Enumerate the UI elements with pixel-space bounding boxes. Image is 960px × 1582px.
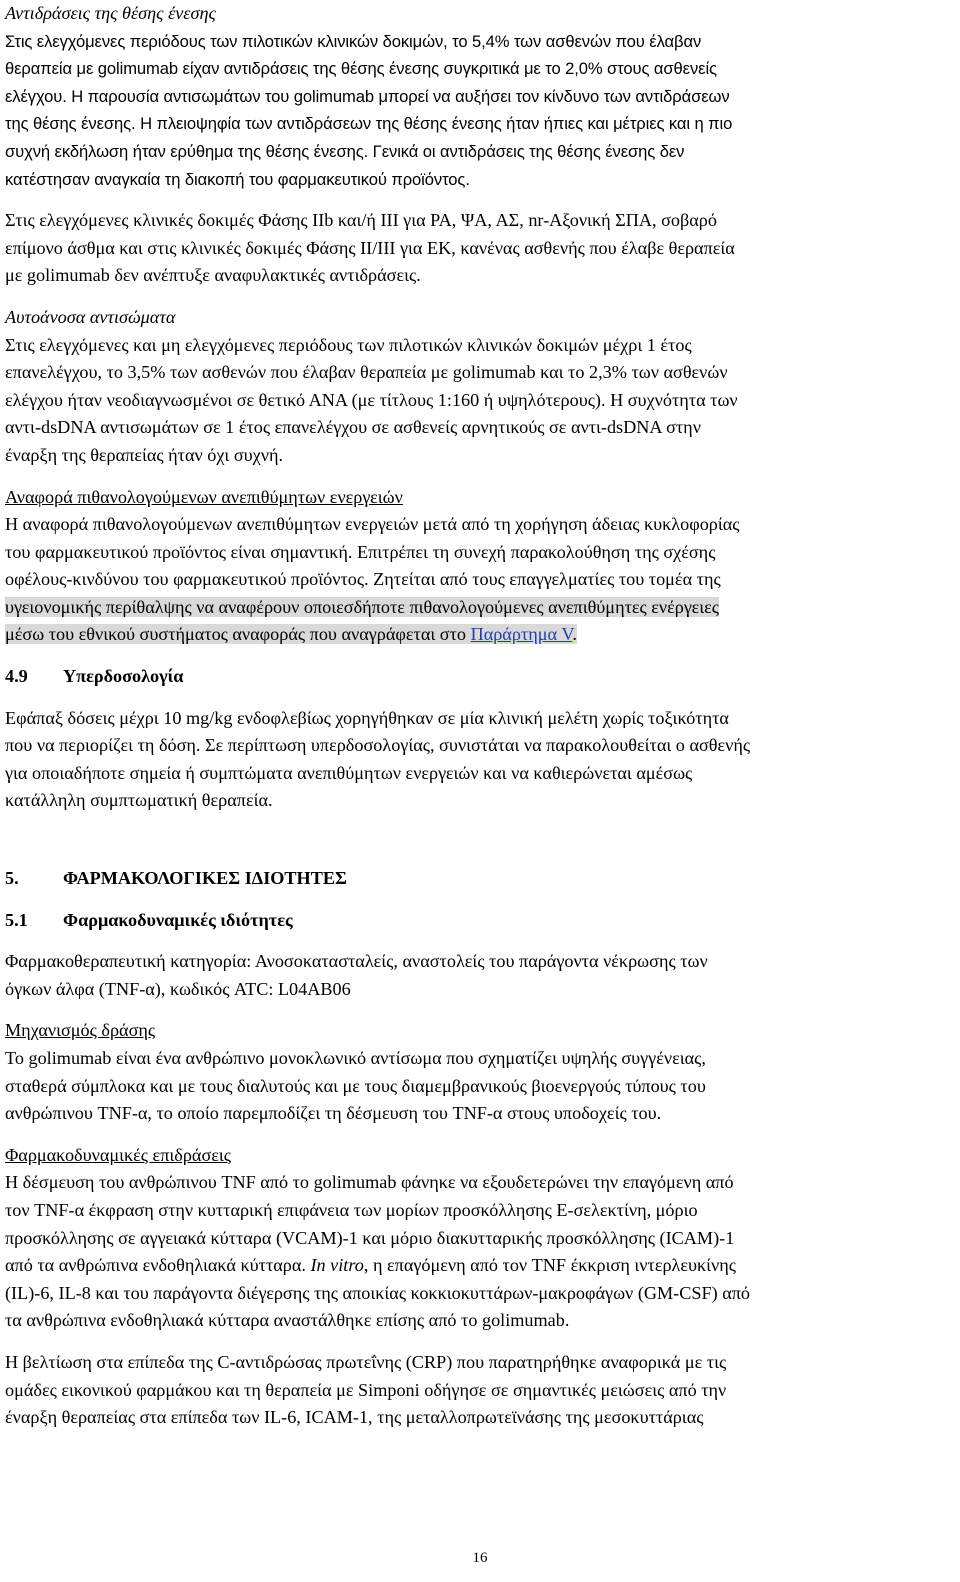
in-vitro-text: In vitro xyxy=(310,1255,364,1276)
overdose-heading xyxy=(5,663,955,691)
sentence-end: . xyxy=(572,624,577,645)
section-number: 5. xyxy=(5,868,19,889)
reporting-title: Αναφορά πιθανολογούμενων ανεπιθύμητων ενεργειών xyxy=(5,486,403,507)
text-line: τον TNF-α έκφραση στην κυτταρική επιφάνεια των μορίων προσκόλλησης Ε-σελεκτίνη, μόριο xyxy=(5,1199,698,1220)
text-line: ελέγχου. Η παρουσία αντισωμάτων του golimumab μπορεί να αυξήσει τον κίνδυνο των αντιδράσεων xyxy=(5,86,730,106)
text-line: για οποιαδήποτε σημεία ή συμπτώματα ανεπιθύμητων ενεργειών και να καθιερώνεται αμέσως xyxy=(5,762,693,783)
text-part: , η επαγόμενη από τον TNF έκκριση ιντερλευκίνης xyxy=(363,1255,736,1276)
section-title: Φαρμακοδυναμικές ιδιότητες xyxy=(63,909,293,930)
section-number: 4.9 xyxy=(5,666,28,687)
text-line: Η δέσμευση του ανθρώπινου TNF από το golimumab φάνηκε να εξουδετερώνει την επαγόμενη από xyxy=(5,1172,734,1193)
text-line: συχνή εκδήλωση ήταν ερύθημα της θέσης ένεσης. Γενικά οι αντιδράσεις της θέσης ένεσης δεν xyxy=(5,141,685,161)
text-line: κατάλληλη συμπτωματική θεραπεία. xyxy=(5,790,273,811)
text-line: Στις ελεγχόμενες περιόδους των πιλοτικών κλινικών δοκιμών, το 5,4% των ασθενών που έλαβαν xyxy=(5,31,702,51)
injection-site-title: Αντιδράσεις της θέσης ένεσης xyxy=(5,3,216,23)
pd-effects-paragraph xyxy=(5,1169,955,1335)
text-line: της θέσης ένεσης. Η πλειοψηφία των αντιδράσεων της θέσης ένεσης ήταν ήπιες και μέτριες και η πιο xyxy=(5,114,733,134)
section-number: 5.1 xyxy=(5,909,28,930)
document-page xyxy=(5,0,955,1432)
pd-effects-title: Φαρμακοδυναμικές επιδράσεις xyxy=(5,1144,231,1165)
text-line: Η βελτίωση στα επίπεδα της C-αντιδρώσας πρωτεΐνης (CRP) που παρατηρήθηκε αναφορικά με τις xyxy=(5,1351,727,1372)
mechanism-title: Μηχανισμός δράσης xyxy=(5,1020,156,1041)
text-line: με golimumab δεν ανέπτυξε αναφυλακτικές αντιδράσεις. xyxy=(5,265,421,286)
text-line: που να περιορίζει τη δόση. Σε περίπτωση υπερδοσολογίας, συνιστάται να παρακολουθείται ο ασθενής xyxy=(5,735,751,756)
highlighted-text: υγειονομικής περίθαλψης να αναφέρουν οποιεσδήποτε πιθανολογούμενες ανεπιθύμητες ενέργειες xyxy=(5,596,719,617)
pharmacotherapeutic-category xyxy=(5,948,955,1003)
injection-site-paragraph xyxy=(5,28,955,194)
text-line: ανθρώπινου TNF-α, το οποίο παρεμποδίζει τη δέσμευση του TNF-α στους υποδοχείς του. xyxy=(5,1103,662,1124)
autoantibodies-paragraph xyxy=(5,332,955,470)
anaphylaxis-paragraph xyxy=(5,207,955,290)
section-title: Υπερδοσολογία xyxy=(63,666,184,687)
text-line: (IL)-6, IL-8 και του παράγοντα διέγερσης της αποικίας κοκκιοκυττάρων-μακροφάγων (GM-CSF) από xyxy=(5,1282,751,1303)
text-line: αντι-dsDNA αντισωμάτων σε 1 έτος επανελέγχου σε ασθενείς αρνητικούς σε αντι-dsDNA στην xyxy=(5,417,701,438)
autoantibodies-title: Αυτοάνοσα αντισώματα xyxy=(5,306,176,327)
page-number: 16 xyxy=(472,1550,488,1566)
text-line xyxy=(5,594,955,622)
text-line: επανελέγχου, το 3,5% των ασθενών που έλαβαν θεραπεία με golimumab και το 2,3% των ασθενών xyxy=(5,362,728,383)
highlighted-text-part: μέσω του εθνικού συστήματος αναφοράς που αναγράφεται στο xyxy=(5,624,467,645)
section5-heading xyxy=(5,865,955,893)
text-line: Στις ελεγχόμενες και μη ελεγχόμενες περιόδους των πιλοτικών κλινικών δοκιμών μέχρι 1 έτος xyxy=(5,334,692,355)
text-line: όγκων άλφα (TNF-α), κωδικός ATC: L04AB06 xyxy=(5,978,351,999)
text-line: Φαρμακοθεραπευτική κατηγορία: Ανοσοκατασταλείς, αναστολείς του παράγοντα νέκρωσης των xyxy=(5,951,708,972)
text-line: έναρξη θεραπείας στα επίπεδα των IL-6, ICAM-1, της μεταλλοπρωτεϊνάσης της μεσοκυττάριας xyxy=(5,1407,704,1428)
text-line: κατέστησαν αναγκαία τη διακοπή του φαρμακευτικού προϊόντος. xyxy=(5,169,470,189)
overdose-paragraph xyxy=(5,705,955,815)
annex-v-link[interactable]: Παράρτημα V xyxy=(470,624,573,645)
text-line: Εφάπαξ δόσεις μέχρι 10 mg/kg ενδοφλεβίως χορηγήθηκαν σε μία κλινική μελέτη χωρίς τοξικότητα xyxy=(5,707,729,728)
text-line: Η αναφορά πιθανολογούμενων ανεπιθύμητων ενεργειών μετά από τη χορήγηση άδειας κυκλοφορίας xyxy=(5,514,740,535)
text-line xyxy=(5,1252,955,1280)
text-line: ομάδες εικονικού φαρμάκου και τη θεραπεία με Simponi οδήγησε σε σημαντικές μειώσεις από την xyxy=(5,1379,727,1400)
crp-paragraph xyxy=(5,1349,955,1432)
text-line: θεραπεία με golimumab είχαν αντιδράσεις της θέσης ένεσης συγκριτικά με το 2,0% στους ασθενείς xyxy=(5,59,717,79)
text-line xyxy=(5,621,955,649)
text-line: επίμονο άσθμα και στις κλινικές δοκιμές Φάσης II/III για ΕΚ, κανένας ασθενής που έλαβε θεραπεία xyxy=(5,237,735,258)
reporting-paragraph xyxy=(5,511,955,649)
text-line: τα ανθρώπινα ενδοθηλιακά κύτταρα αναστάλθηκε επίσης από το golimumab. xyxy=(5,1310,570,1331)
highlighted-text xyxy=(5,624,577,644)
text-line: ελέγχου ήταν νεοδιαγνωσμένοι σε θετικό ΑΝΑ (με τίτλους 1:160 ή υψηλότερους). Η συχνότητα των xyxy=(5,389,738,410)
mechanism-paragraph xyxy=(5,1045,955,1128)
text-line: προσκόλλησης σε αγγειακά κύτταρα (VCAM)-1 και μόριο διακυτταρικής προσκόλλησης (ICAM)-1 xyxy=(5,1227,735,1248)
text-line: έναρξη της θεραπείας ήταν όχι συχνή. xyxy=(5,444,284,465)
text-part: από τα ανθρώπινα ενδοθηλιακά κύτταρα. xyxy=(5,1255,306,1276)
text-line: σταθερά σύμπλοκα και με τους διαλυτούς και με τους διαμεμβρανικούς βιοενεργούς τύπους του xyxy=(5,1075,706,1096)
section-title: ΦΑΡΜΑΚΟΛΟΓΙΚΕΣ ΙΔΙΟΤΗΤΕΣ xyxy=(63,868,347,889)
text-line: Το golimumab είναι ένα ανθρώπινο μονοκλωνικό αντίσωμα που σχηματίζει υψηλής συγγένειας, xyxy=(5,1048,706,1068)
text-line: Στις ελεγχόμενες κλινικές δοκιμές Φάσης IIb και/ή III για ΡΑ, ΨΑ, ΑΣ, nr-Αξονική ΣΠΑ, σοβαρό xyxy=(5,210,717,231)
text-line: του φαρμακευτικού προϊόντος είναι σημαντική. Επιτρέπει τη συνεχή παρακολούθηση της σχέσης xyxy=(5,541,716,562)
text-line: οφέλους-κινδύνου του φαρμακευτικού προϊόντος. Ζητείται από τους επαγγελματίες του τομέα της xyxy=(5,569,721,590)
section51-heading xyxy=(5,907,955,935)
